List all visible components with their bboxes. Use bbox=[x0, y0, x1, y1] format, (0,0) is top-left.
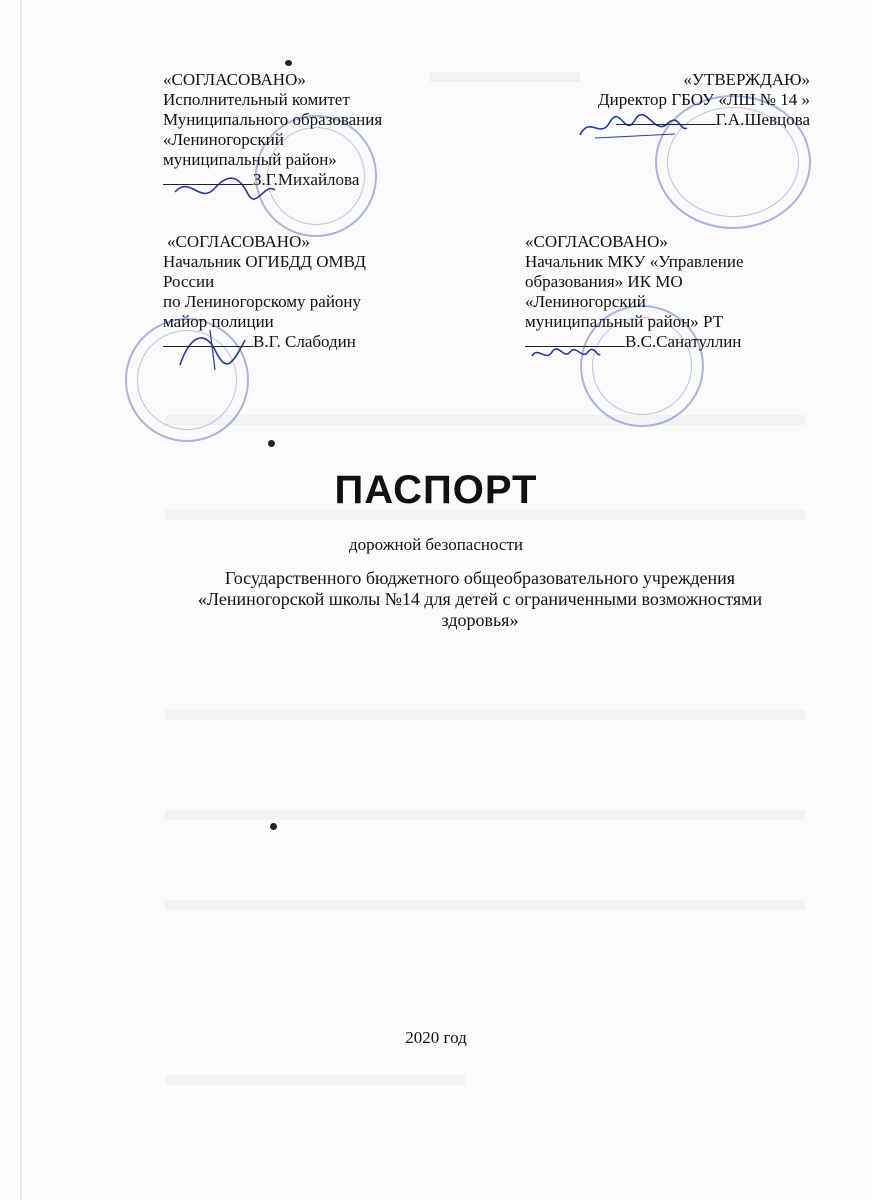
approval-line: Начальник МКУ «Управление bbox=[525, 252, 744, 271]
bleed-through bbox=[165, 1075, 465, 1085]
approval-block-municipal bbox=[163, 70, 382, 190]
approval-block-director bbox=[540, 70, 810, 130]
approval-heading: «СОГЛАСОВАНО» bbox=[167, 232, 310, 251]
approval-heading: «СОГЛАСОВАНО» bbox=[163, 70, 306, 89]
signature-line bbox=[525, 332, 744, 352]
signature-line bbox=[540, 110, 810, 130]
approval-line: «Лениногорский bbox=[525, 292, 646, 311]
approval-line: муниципальный район» bbox=[163, 150, 337, 169]
approval-line: Муниципального образования bbox=[163, 110, 383, 129]
organization-line: Государственного бюджетного общеобразовательного учреждения bbox=[224, 568, 736, 588]
signer-name: В.Г. Слабодин bbox=[253, 332, 356, 351]
document-year: 2020 год bbox=[405, 1028, 467, 1047]
approval-block-police bbox=[163, 232, 366, 352]
approval-line: Директор ГБОУ «ЛШ № 14 » bbox=[598, 90, 810, 109]
page-fold-line bbox=[20, 0, 22, 1200]
approval-heading: «УТВЕРЖДАЮ» bbox=[683, 70, 810, 89]
speck bbox=[268, 440, 275, 447]
signature-line bbox=[163, 332, 366, 352]
signer-name: З.Г.Михайлова bbox=[253, 170, 360, 189]
document-title: ПАСПОРТ bbox=[334, 468, 538, 512]
bleed-through bbox=[165, 415, 805, 425]
approval-block-education bbox=[525, 232, 744, 352]
speck bbox=[285, 60, 292, 66]
approval-line: майор полиции bbox=[163, 312, 274, 331]
organization-line: здоровья» bbox=[441, 610, 519, 630]
approval-line: образования» ИК МО bbox=[525, 272, 683, 291]
bleed-through bbox=[165, 900, 805, 910]
approval-line: муниципальный район» РТ bbox=[525, 312, 724, 331]
approval-line: Исполнительный комитет bbox=[163, 90, 350, 109]
approval-line: России bbox=[163, 272, 215, 291]
bleed-through bbox=[165, 810, 805, 820]
approval-heading: «СОГЛАСОВАНО» bbox=[525, 232, 668, 251]
organization-name bbox=[160, 568, 800, 631]
signer-name: В.С.Санатуллин bbox=[625, 332, 742, 351]
approval-line: Начальник ОГИБДД ОМВД bbox=[163, 252, 366, 271]
signer-name: Г.А.Шевцова bbox=[715, 110, 810, 129]
speck bbox=[270, 823, 277, 830]
approval-line: «Лениногорский bbox=[163, 130, 284, 149]
organization-line: «Лениногорской школы №14 для детей с ограниченными возможностями bbox=[197, 589, 763, 609]
approval-line: по Лениногорскому району bbox=[163, 292, 362, 311]
document-subtitle: дорожной безопасности bbox=[349, 535, 523, 554]
signature-line bbox=[163, 170, 382, 190]
bleed-through bbox=[165, 710, 805, 720]
